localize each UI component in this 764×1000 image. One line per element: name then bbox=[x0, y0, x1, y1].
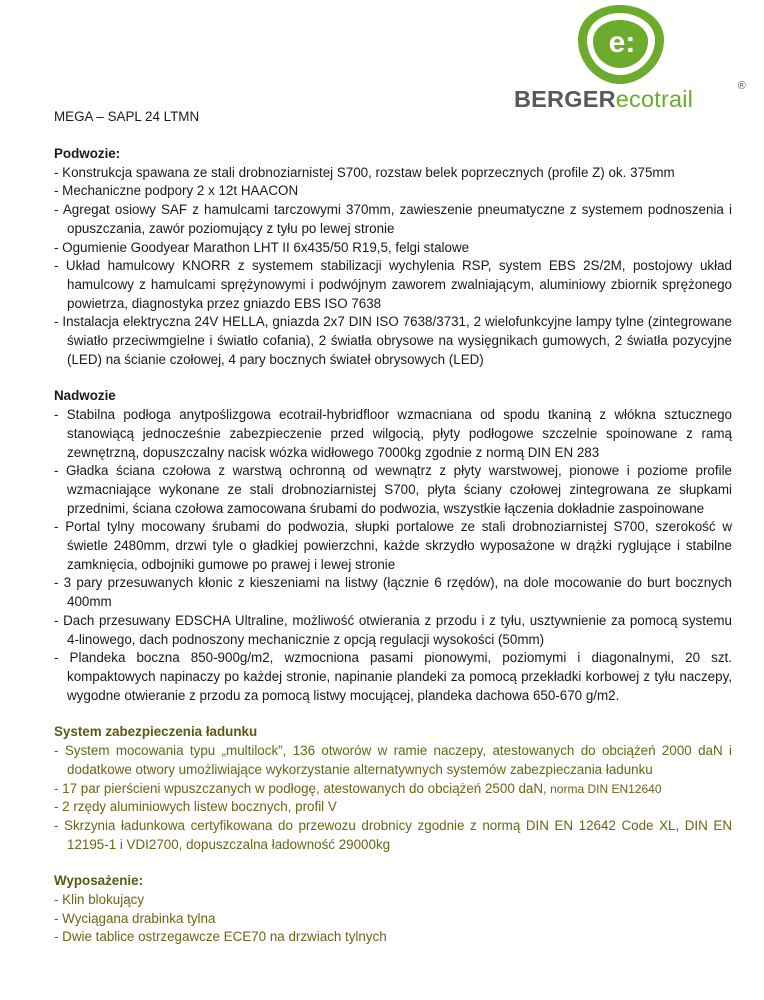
section-heading: Nadwozie bbox=[54, 388, 116, 404]
brand-dark-part: BERGER bbox=[514, 86, 616, 112]
list-item: - Mechaniczne podpory 2 x 12t HAACON bbox=[54, 183, 299, 199]
section-heading: System zabezpieczenia ładunku bbox=[54, 724, 258, 740]
registered-mark: ® bbox=[737, 80, 746, 92]
list-item: - Skrzynia ładunkowa certyfikowana do przewozu drobnicy zgodnie z normą DIN EN 12642 Code XL, DIN EN 12195-1 i VDI2700, dopuszczalna ładowność 29000kg bbox=[54, 817, 732, 852]
list-item: - Dwie tablice ostrzegawcze ECE70 na drzwiach tylnych bbox=[54, 929, 387, 945]
list-item: - Plandeka boczna 850-900g/m2, wzmocniona pasami pionowymi, poziomymi i diagonalnymi, 20 szt. kompaktowych napinaczy po każdej stronie, napinanie plandeki za pomocą przekładki korbowej z tyłu naczepy, wygodne otwieranie z przodu za pomocą listwy mocującej, plandeka dachowa 650-670 g/m2. bbox=[54, 650, 732, 703]
list-item: - Portal tylny mocowany śrubami do podwozia, słupki portalowe ze stali drobnoziarnistej S700, szerokość w świetle 2480mm, drzwi tyle o gładkiej powierzchni, każde skrzydło wyposażone w drążki ryglujące i stabilne zamknięcia, odbojniki gumowe po prawej i lewej stronie bbox=[54, 519, 732, 572]
list-item: - Ogumienie Goodyear Marathon LHT II 6x435/50 R19,5, felgi stalowe bbox=[54, 239, 470, 255]
section-heading: Podwozie: bbox=[54, 146, 121, 161]
list-item: - Instalacja elektryczna 24V HELLA, gniazda 2x7 DIN ISO 7638/3731, 2 wielofunkcyjne lampy tylne (zintegrowane światło przeciwmgielne i światło cofania), 2 światła obrysowe na wysięgnikach gumowych, 2 światła pozycyjne (LED) na ścianie czołowej, 4 pary bocznych świateł obrysowych (LED) bbox=[54, 314, 732, 367]
list-item: - 2 rzędy aluminiowych listew bocznych, profil V bbox=[54, 799, 337, 815]
list-item: - Układ hamulcowy KNORR z systemem stabilizacji wychylenia RSP, system EBS 2S/2M, postojowy układ hamulcowy z hamulcami sprężynowymi i podwójnym zaworem zwalniającym, aluminiowy zbiornik sprężonego powietrza, diagnostyka przez gniazdo EBS ISO 7638 bbox=[54, 258, 732, 311]
section-nadwozie bbox=[54, 387, 732, 705]
list-item bbox=[54, 780, 732, 799]
list-item: - Dach przesuwany EDSCHA Ultraline, możliwość otwierania z przodu i z tyłu, usztywnienie za pomocą systemu 4-linowego, dach podnoszony mechanicznie z opcją regulacji wysokości (50mm) bbox=[54, 612, 732, 647]
ecotrail-leaf-icon bbox=[572, 2, 668, 88]
list-item-text: - 17 par pierścieni wpuszczanych w podłogę, atestowanych do obciążeń 2500 daN, bbox=[54, 780, 547, 796]
list-item: - Wyciągana drabinka tylna bbox=[54, 910, 216, 926]
list-item: - Gładka ściana czołowa z warstwą ochronną od wewnątrz z płyty warstwowej, pionowe i poziome profile wzmacniające wykonane ze stali drobnoziarnistej S700, płyta ściany czołowej zintegrowana ze słupkami przednimi, ściana czołowa zamocowana śrubami do podwozia, wszystkie łączenia dokładnie zaspoinowane bbox=[54, 463, 732, 516]
section-equipment bbox=[54, 872, 732, 947]
spec-document bbox=[54, 108, 732, 947]
section-podwozie bbox=[54, 145, 732, 369]
list-item: - System mocowania typu „multilock”, 136 otworów w ramie naczepy, atestowanych do obciążeń 2000 daN i dodatkowe otwory umożliwiające wykorzystanie alternatywnych systemów zabezpieczania ładunku bbox=[54, 743, 732, 777]
section-heading: Wyposażenie: bbox=[54, 873, 144, 889]
list-item: - Agregat osiowy SAF z hamulcami tarczowymi 370mm, zawieszenie pneumatyczne z systemem podnoszenia i opuszczania, zawór poziomujący z tyłu po lewej stronie bbox=[54, 202, 732, 236]
berger-ecotrail-logo bbox=[514, 2, 746, 112]
brand-green-part: ecotrail bbox=[615, 86, 694, 112]
list-item: - Konstrukcja spawana ze stali drobnoziarnistej S700, rozstaw belek poprzecznych (profile Z) ok. 375mm bbox=[54, 164, 675, 180]
list-item: - 3 pary przesuwanych kłonic z kieszeniami na listwy (łącznie 6 rzędów), na dole mocowanie do burt bocznych 400mm bbox=[54, 575, 732, 610]
list-item: - Klin blokujący bbox=[54, 892, 145, 908]
section-cargo-securing bbox=[54, 723, 732, 854]
list-item-norm: norma DIN EN12640 bbox=[546, 781, 662, 796]
logo-glyph: e: bbox=[608, 26, 636, 59]
list-item: - Stabilna podłoga anytpoślizgowa ecotrail-hybridfloor wzmacniana od spodu tkaniną z włókna sztucznego stanowiącą jednocześnie zabezpieczenie przed wilgocią, płyty podłogowe szczelnie spoinowane z ramą zewnętrzną, dopuszczalny nacisk wózka widłowego 7000kg zgodnie z normą DIN EN 283 bbox=[54, 407, 732, 460]
document-title: MEGA – SAPL 24 LTMN bbox=[54, 109, 200, 124]
